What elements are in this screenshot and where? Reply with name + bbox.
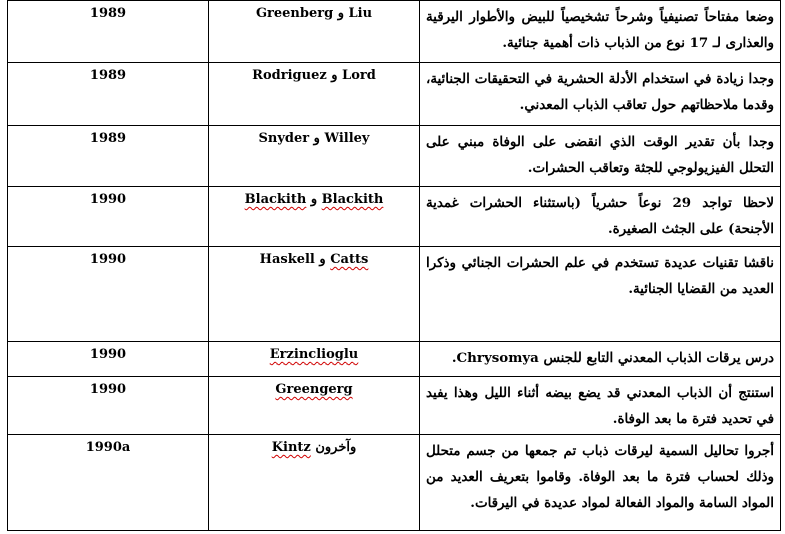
year-cell: 1989	[8, 126, 209, 187]
author-name-part: Snyder و Willey	[258, 131, 370, 146]
author-cell	[209, 435, 420, 531]
table-row	[8, 342, 781, 377]
year-cell: 1990	[8, 247, 209, 342]
description-cell: استنتج أن الذباب المعدني قد يضع بيضه أثناء الليل وهذا يفيد في تحديد فترة ما بعد الوفاة.	[420, 377, 781, 435]
author-name-part: و	[306, 192, 322, 207]
author-names	[260, 250, 369, 270]
author-name-part: وآخرون	[310, 440, 357, 455]
year-cell: 1990	[8, 187, 209, 247]
table-row	[8, 187, 781, 247]
description-cell: وضعا مفتاحاً تصنيفياً وشرحاً تشخيصياً للبيض والأطوار اليرقية والعذارى لـ 17 نوع من الذباب ذات أهمية جنائية.	[420, 1, 781, 63]
author-name-part: Greenberg و Liu	[255, 6, 373, 21]
author-names	[245, 190, 384, 210]
author-cell	[209, 1, 420, 63]
author-name-spellcheck: Greengerg	[275, 382, 353, 397]
year-cell: 1989	[8, 63, 209, 126]
author-name-part: Haskell و	[259, 252, 331, 267]
author-name-spellcheck: Catts	[330, 252, 369, 267]
author-names	[275, 380, 352, 400]
year-cell: 1989	[8, 1, 209, 63]
description-cell: درس يرقات الذباب المعدني التابع للجنس Chrysomya.	[420, 342, 781, 377]
author-names	[259, 129, 370, 149]
table-row	[8, 247, 781, 342]
year-cell: 1990a	[8, 435, 209, 531]
author-names	[252, 66, 376, 86]
table-row	[8, 435, 781, 531]
author-cell	[209, 377, 420, 435]
author-name-part: Rodriguez و Lord	[252, 68, 376, 83]
author-names	[270, 345, 358, 365]
table-row	[8, 126, 781, 187]
description-cell: وجدا بأن تقدير الوقت الذي انقضى على الوفاة مبني على التحلل الفيزيولوجي للجثة وتعاقب الحشرات.	[420, 126, 781, 187]
author-cell	[209, 126, 420, 187]
author-names	[256, 4, 372, 24]
author-names	[272, 438, 357, 458]
author-name-spellcheck: Kintz	[271, 440, 311, 455]
description-cell: أجروا تحاليل السمية ليرقات ذباب تم جمعها من جسم متحلل وذلك لحساب فترة ما بعد الوفاة. وقاموا بتعريف العديد من المواد السامة والمواد الفعالة لمواد عديدة في اليرقات.	[420, 435, 781, 531]
description-cell: ناقشا تقنيات عديدة تستخدم في علم الحشرات الجنائي وذكرا العديد من القضايا الجنائية.	[420, 247, 781, 342]
description-cell: وجدا زيادة في استخدام الأدلة الحشرية في التحقيقات الجنائية، وقدما ملاحظاتهم حول تعاقب الذباب المعدني.	[420, 63, 781, 126]
author-name-spellcheck: Blackith	[244, 192, 307, 207]
year-cell: 1990	[8, 377, 209, 435]
research-history-table	[7, 0, 781, 531]
author-name-spellcheck: Erzinclioglu	[269, 347, 359, 362]
author-cell	[209, 187, 420, 247]
table-row	[8, 63, 781, 126]
author-cell	[209, 342, 420, 377]
table-row	[8, 377, 781, 435]
year-cell: 1990	[8, 342, 209, 377]
description-cell: لاحظا تواجد 29 نوعاً حشرياً (باستثناء الحشرات غمدية الأجنحة) على الجثث الصغيرة.	[420, 187, 781, 247]
author-cell	[209, 63, 420, 126]
author-name-spellcheck: Blackith	[321, 192, 384, 207]
table-row	[8, 1, 781, 63]
author-cell	[209, 247, 420, 342]
